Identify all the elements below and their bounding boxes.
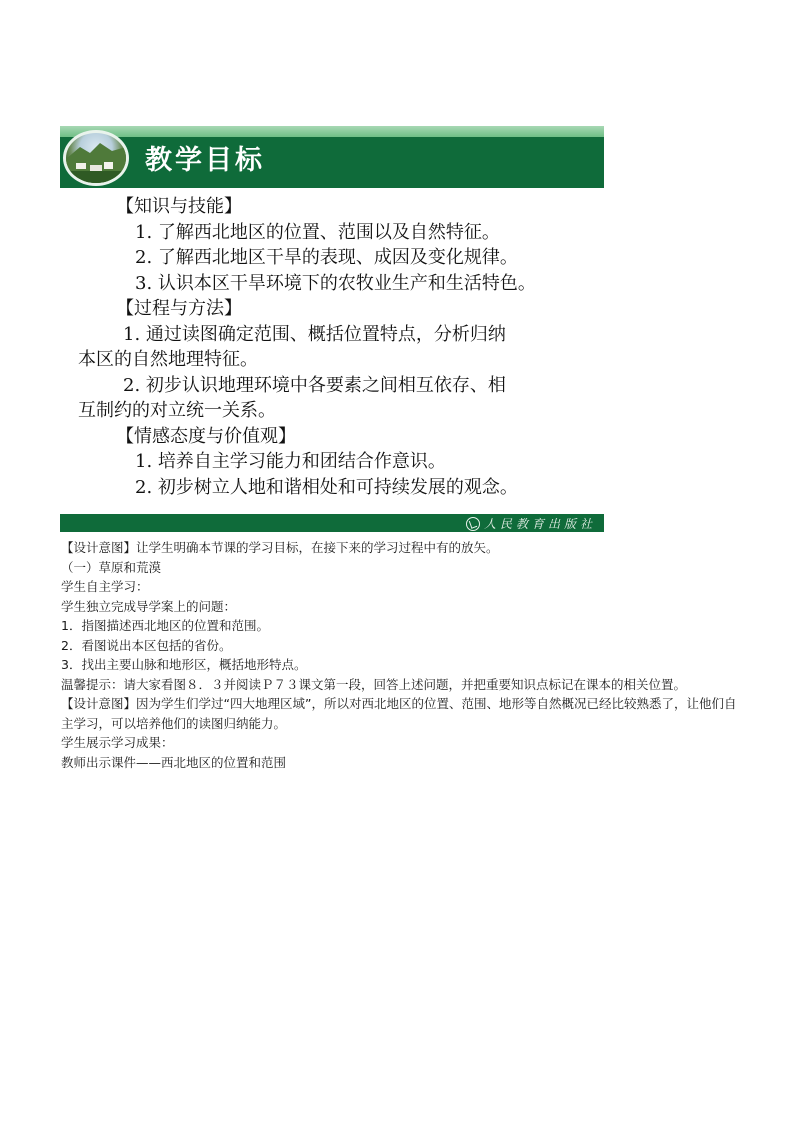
slide-footer: [60, 514, 604, 532]
independent-task-label: 学生独立完成导学案上的问题：: [61, 598, 237, 614]
teacher-courseware-line: 教师出示课件——西北地区的位置和范围: [61, 754, 287, 770]
question-item: 2．看图说出本区包括的省份。: [61, 637, 232, 653]
design-intent-paragraph: 【设计意图】让学生明确本节课的学习目标，在接下来的学习过程中有的放矢。: [61, 540, 499, 555]
objective-line: 2. 初步认识地理环境中各要素之间相互依存、相: [123, 374, 506, 396]
objective-line: 3. 认识本区干旱环境下的农牧业生产和生活特色。: [135, 272, 536, 294]
tip-paragraph: 温馨提示：请大家看图８．３并阅读Ｐ７３课文第一段，回答上述问题，并把重要知识点标记在课本的相关位置。: [61, 676, 687, 692]
landscape-thumbnail-image: [63, 130, 129, 186]
section-heading: （一）草原和荒漠: [61, 559, 162, 575]
objective-line: 2. 了解西北地区干旱的表现、成因及变化规律。: [135, 247, 518, 268]
slide-body: [60, 194, 604, 500]
objective-line: 1. 了解西北地区的位置、范围以及自然特征。: [135, 221, 500, 243]
objective-section-heading: 【过程与方法】: [116, 298, 242, 319]
objective-section-heading: 【知识与技能】: [116, 196, 242, 217]
question-item: 3．找出主要山脉和地形区，概括地形特点。: [61, 657, 307, 672]
show-results-label: 学生展示学习成果：: [61, 735, 174, 750]
publisher-name: 人民教育出版社: [483, 517, 596, 531]
design-intent-paragraph: 【设计意图】因为学生们学过“四大地理区域”，所以对西北地区的位置、范围、地形等自然概况已经比较熟悉了，让他们自主学习，可以培养他们的读图归纳能力。: [61, 696, 737, 731]
objective-section-heading: 【情感态度与价值观】: [116, 425, 296, 447]
objective-line: 1. 培养自主学习能力和团结合作意识。: [135, 451, 446, 472]
lesson-plan-text: [61, 538, 761, 772]
publisher-emblem-icon: [466, 517, 480, 531]
slide-title: 教学目标: [145, 145, 265, 176]
objective-line: 2. 初步树立人地和谐相处和可持续发展的观念。: [135, 476, 518, 498]
objective-line: 互制约的对立统一关系。: [78, 400, 276, 421]
teaching-objectives-slide: [60, 126, 604, 532]
objective-line: 1. 通过读图确定范围、概括位置特点，分析归纳: [123, 323, 506, 345]
self-study-label: 学生自主学习：: [61, 579, 149, 594]
publisher-logo: [466, 515, 596, 532]
objective-line: 本区的自然地理特征。: [78, 349, 258, 370]
slide-header: [60, 126, 604, 188]
header-top-stripe: [60, 126, 604, 137]
question-item: 1．指图描述西北地区的位置和范围。: [61, 618, 269, 633]
